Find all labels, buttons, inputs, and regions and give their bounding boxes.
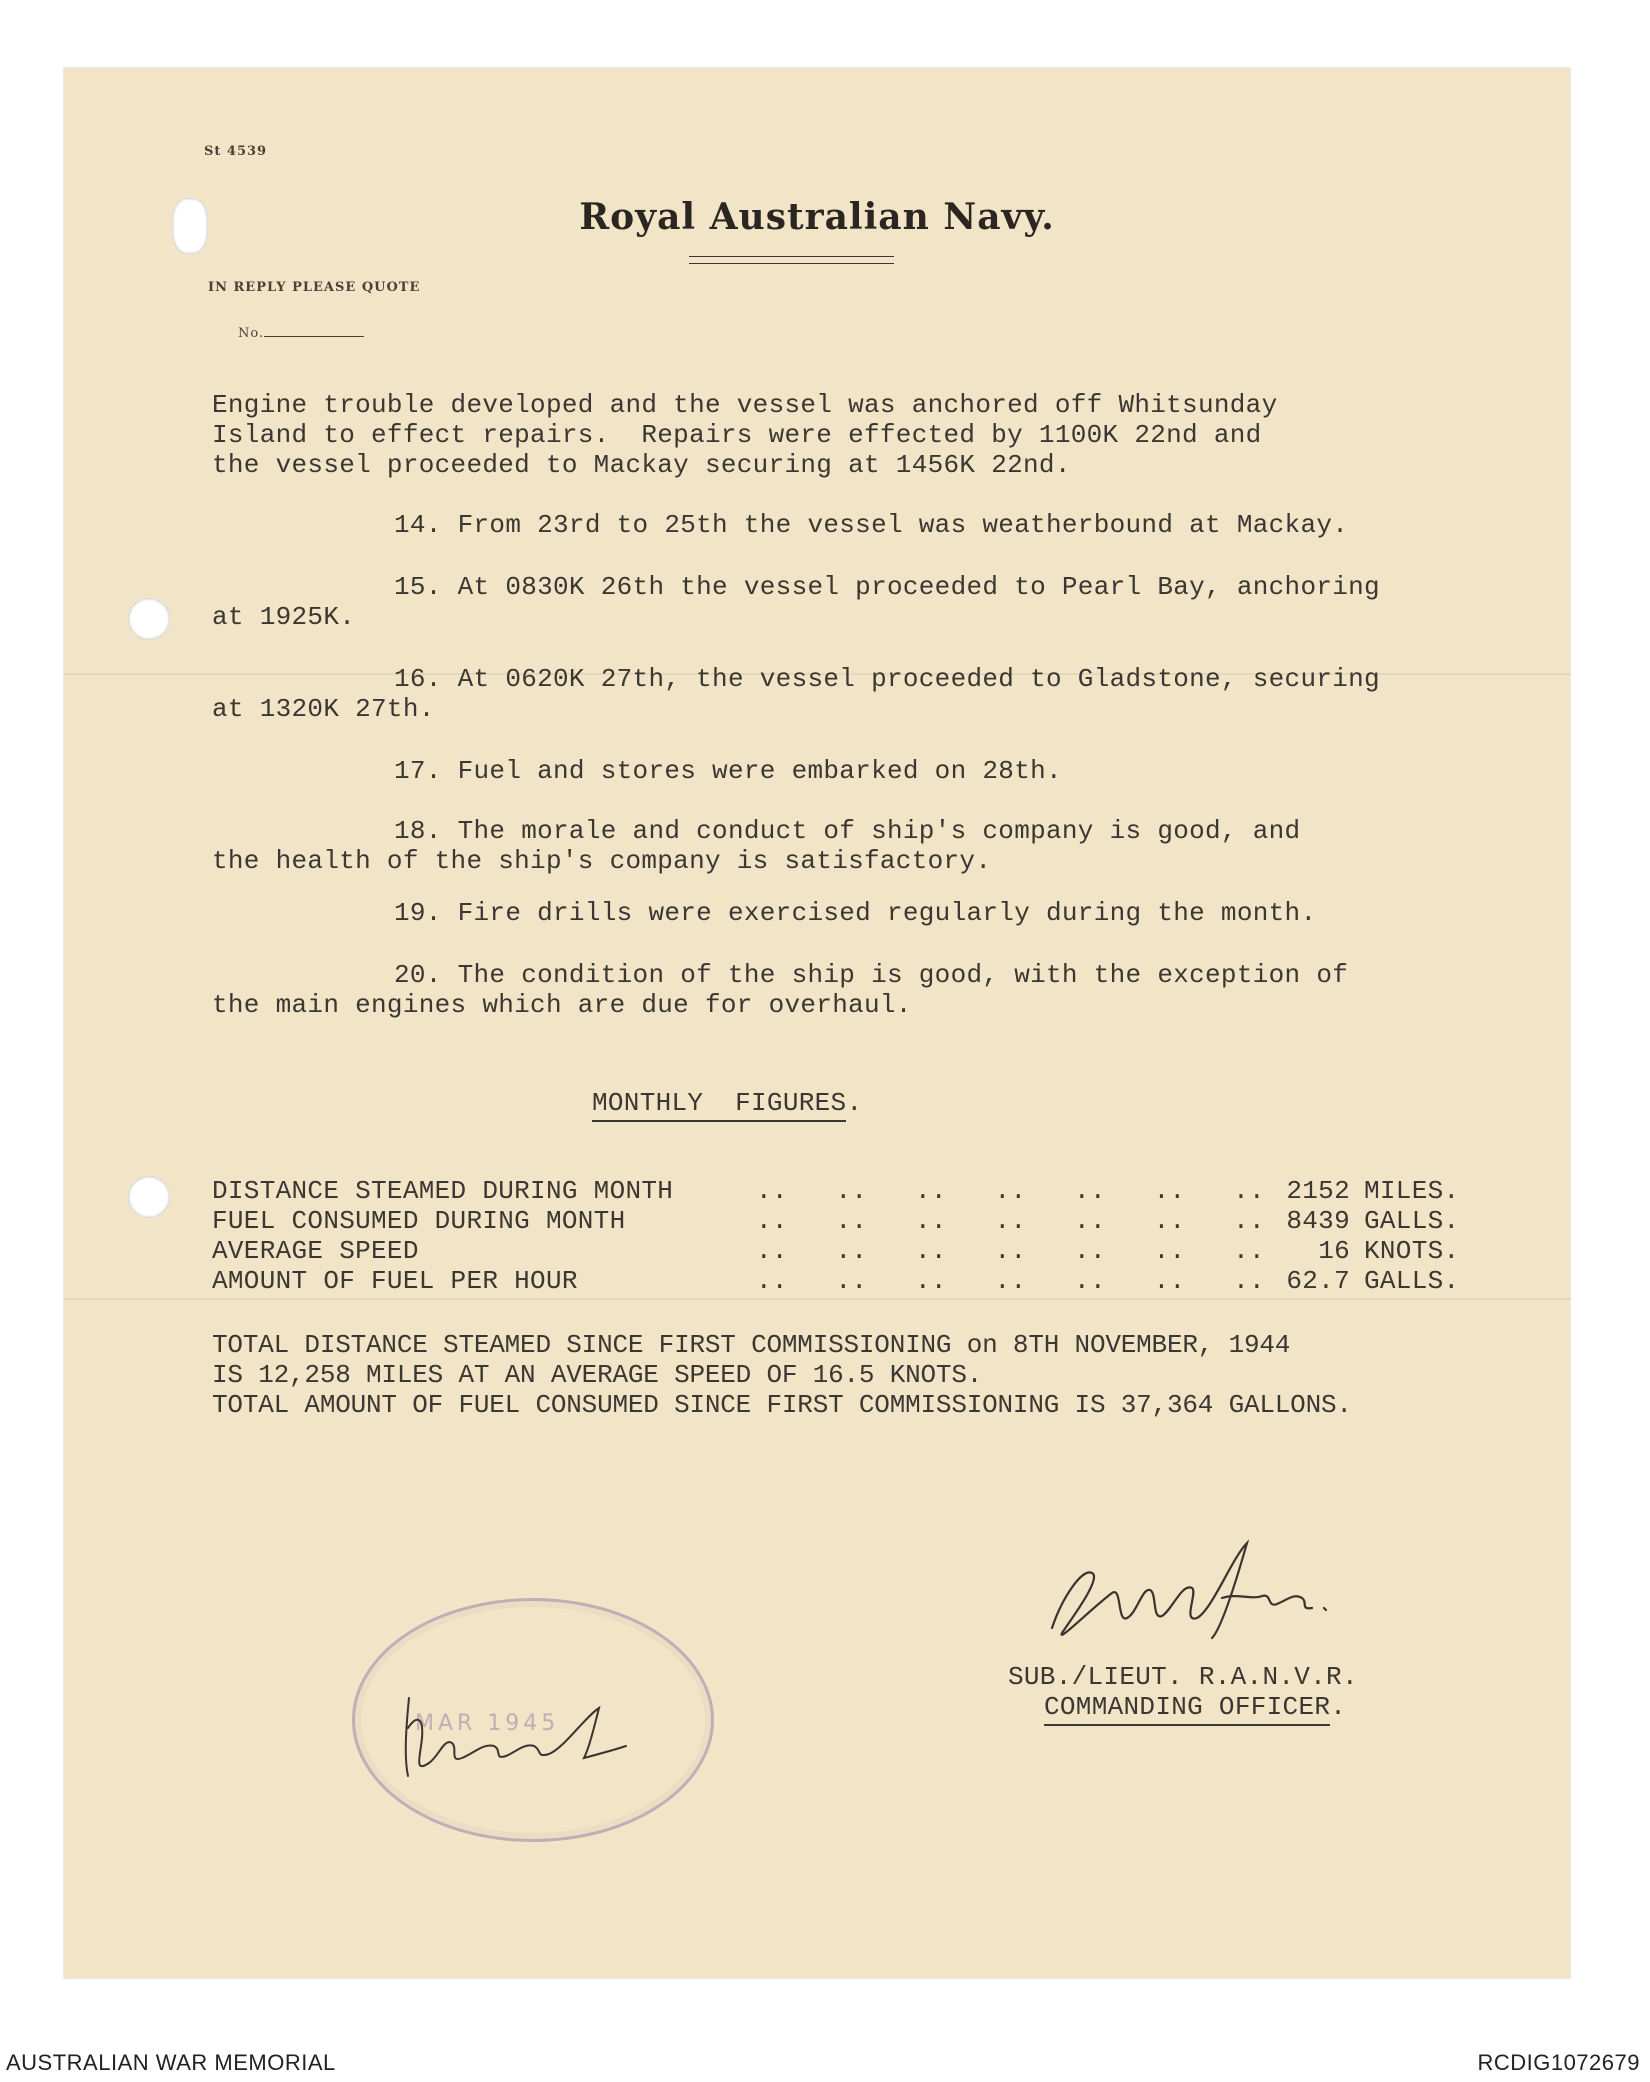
row-unit: MILES. [1364, 1176, 1460, 1206]
letterhead-rule [689, 256, 894, 264]
table-row [212, 1176, 673, 1206]
letterhead-title: Royal Australian Navy. [579, 196, 1055, 238]
footer-archive-name: AUSTRALIAN WAR MEMORIAL [6, 2050, 336, 2075]
paragraph-16 [212, 664, 1380, 724]
stamp-signature [394, 1688, 634, 1788]
text-line: 19. Fire drills were exercised regularly during the month. [394, 898, 1317, 928]
punch-hole [128, 598, 170, 640]
text-line: IS 12,258 MILES AT AN AVERAGE SPEED OF 16.5 KNOTS. [212, 1360, 983, 1390]
reply-number-field [238, 326, 364, 341]
row-unit: KNOTS. [1364, 1236, 1460, 1266]
row-label: AMOUNT OF FUEL PER HOUR [212, 1266, 578, 1296]
row-value: 16 [1318, 1236, 1350, 1266]
stamp-faded-text: MAR 1945 [415, 1711, 560, 1736]
paragraph-18 [212, 816, 1300, 876]
reply-quote-label: IN REPLY PLEASE QUOTE [208, 280, 421, 295]
paragraph-14 [394, 510, 1348, 540]
monthly-figures-heading-text: MONTHLY FIGURES [592, 1088, 846, 1122]
paragraph-19 [394, 898, 1316, 928]
row-label: DISTANCE STEAMED DURING MONTH [212, 1176, 674, 1206]
row-label: FUEL CONSUMED DURING MONTH [212, 1206, 626, 1236]
text-line: the main engines which are due for overhaul. [212, 990, 912, 1020]
text-line: at 1320K 27th. [212, 694, 435, 724]
text-line: TOTAL DISTANCE STEAMED SINCE FIRST COMMISSIONING on 8TH NOVEMBER, 1944 [212, 1330, 1291, 1360]
row-unit: GALLS. [1364, 1206, 1460, 1236]
text-line: 15. At 0830K 26th the vessel proceeded to Pearl Bay, anchoring [394, 572, 1380, 602]
text-line: 18. The morale and conduct of ship's company is good, and [394, 816, 1301, 846]
reply-number-label: No. [238, 326, 265, 341]
table-row [212, 1266, 578, 1296]
punch-hole [128, 1176, 170, 1218]
row-leader: .. .. .. .. .. .. .. [756, 1176, 1265, 1206]
row-value: 62.7 [1286, 1266, 1350, 1296]
paragraph-15 [212, 572, 1380, 632]
paragraph-20 [212, 960, 1348, 1020]
document-page [64, 68, 1570, 1978]
signature-title-stop: . [1330, 1692, 1347, 1722]
row-leader: .. .. .. .. .. .. .. [756, 1266, 1265, 1296]
text-line: the health of the ship's company is satisfactory. [212, 846, 992, 876]
row-leader: .. .. .. .. .. .. .. [756, 1206, 1265, 1236]
paper-fold [64, 1298, 1570, 1300]
text-line: 14. From 23rd to 25th the vessel was weatherbound at Mackay. [394, 510, 1349, 540]
text-line: the vessel proceeded to Mackay securing at 1456K 22nd. [212, 450, 1071, 480]
text-line: at 1925K. [212, 602, 356, 632]
signature-title-text: COMMANDING OFFICER [1044, 1692, 1330, 1726]
row-value: 2152 [1286, 1176, 1350, 1206]
signature-rank: SUB./LIEUT. R.A.N.V.R. [1008, 1662, 1358, 1692]
text-line: 20. The condition of the ship is good, with the exception of [394, 960, 1349, 990]
row-value: 8439 [1286, 1206, 1350, 1236]
form-number: St 4539 [204, 144, 268, 159]
row-label: AVERAGE SPEED [212, 1236, 419, 1266]
paragraph-continued [212, 390, 1277, 480]
text-line: 17. Fuel and stores were embarked on 28th. [394, 756, 1062, 786]
text-line: Island to effect repairs. Repairs were effected by 1100K 22nd and [212, 420, 1262, 450]
totals-paragraph [212, 1330, 1352, 1420]
table-row [212, 1236, 419, 1266]
commanding-officer-signature [1032, 1538, 1352, 1648]
monthly-figures-heading-stop: . [846, 1088, 863, 1118]
footer-record-id: RCDIG1072679 [1477, 2050, 1640, 2075]
row-unit: GALLS. [1364, 1266, 1460, 1296]
row-leader: .. .. .. .. .. .. .. [756, 1236, 1265, 1266]
signature-title [1044, 1692, 1346, 1722]
text-line: TOTAL AMOUNT OF FUEL CONSUMED SINCE FIRST COMMISSIONING IS 37,364 GALLONS. [212, 1390, 1352, 1420]
text-line: 16. At 0620K 27th, the vessel proceeded to Gladstone, securing [394, 664, 1380, 694]
table-row [212, 1206, 625, 1236]
paragraph-17 [394, 756, 1062, 786]
monthly-figures-heading [592, 1088, 862, 1118]
text-line: Engine trouble developed and the vessel was anchored off Whitsunday [212, 390, 1278, 420]
